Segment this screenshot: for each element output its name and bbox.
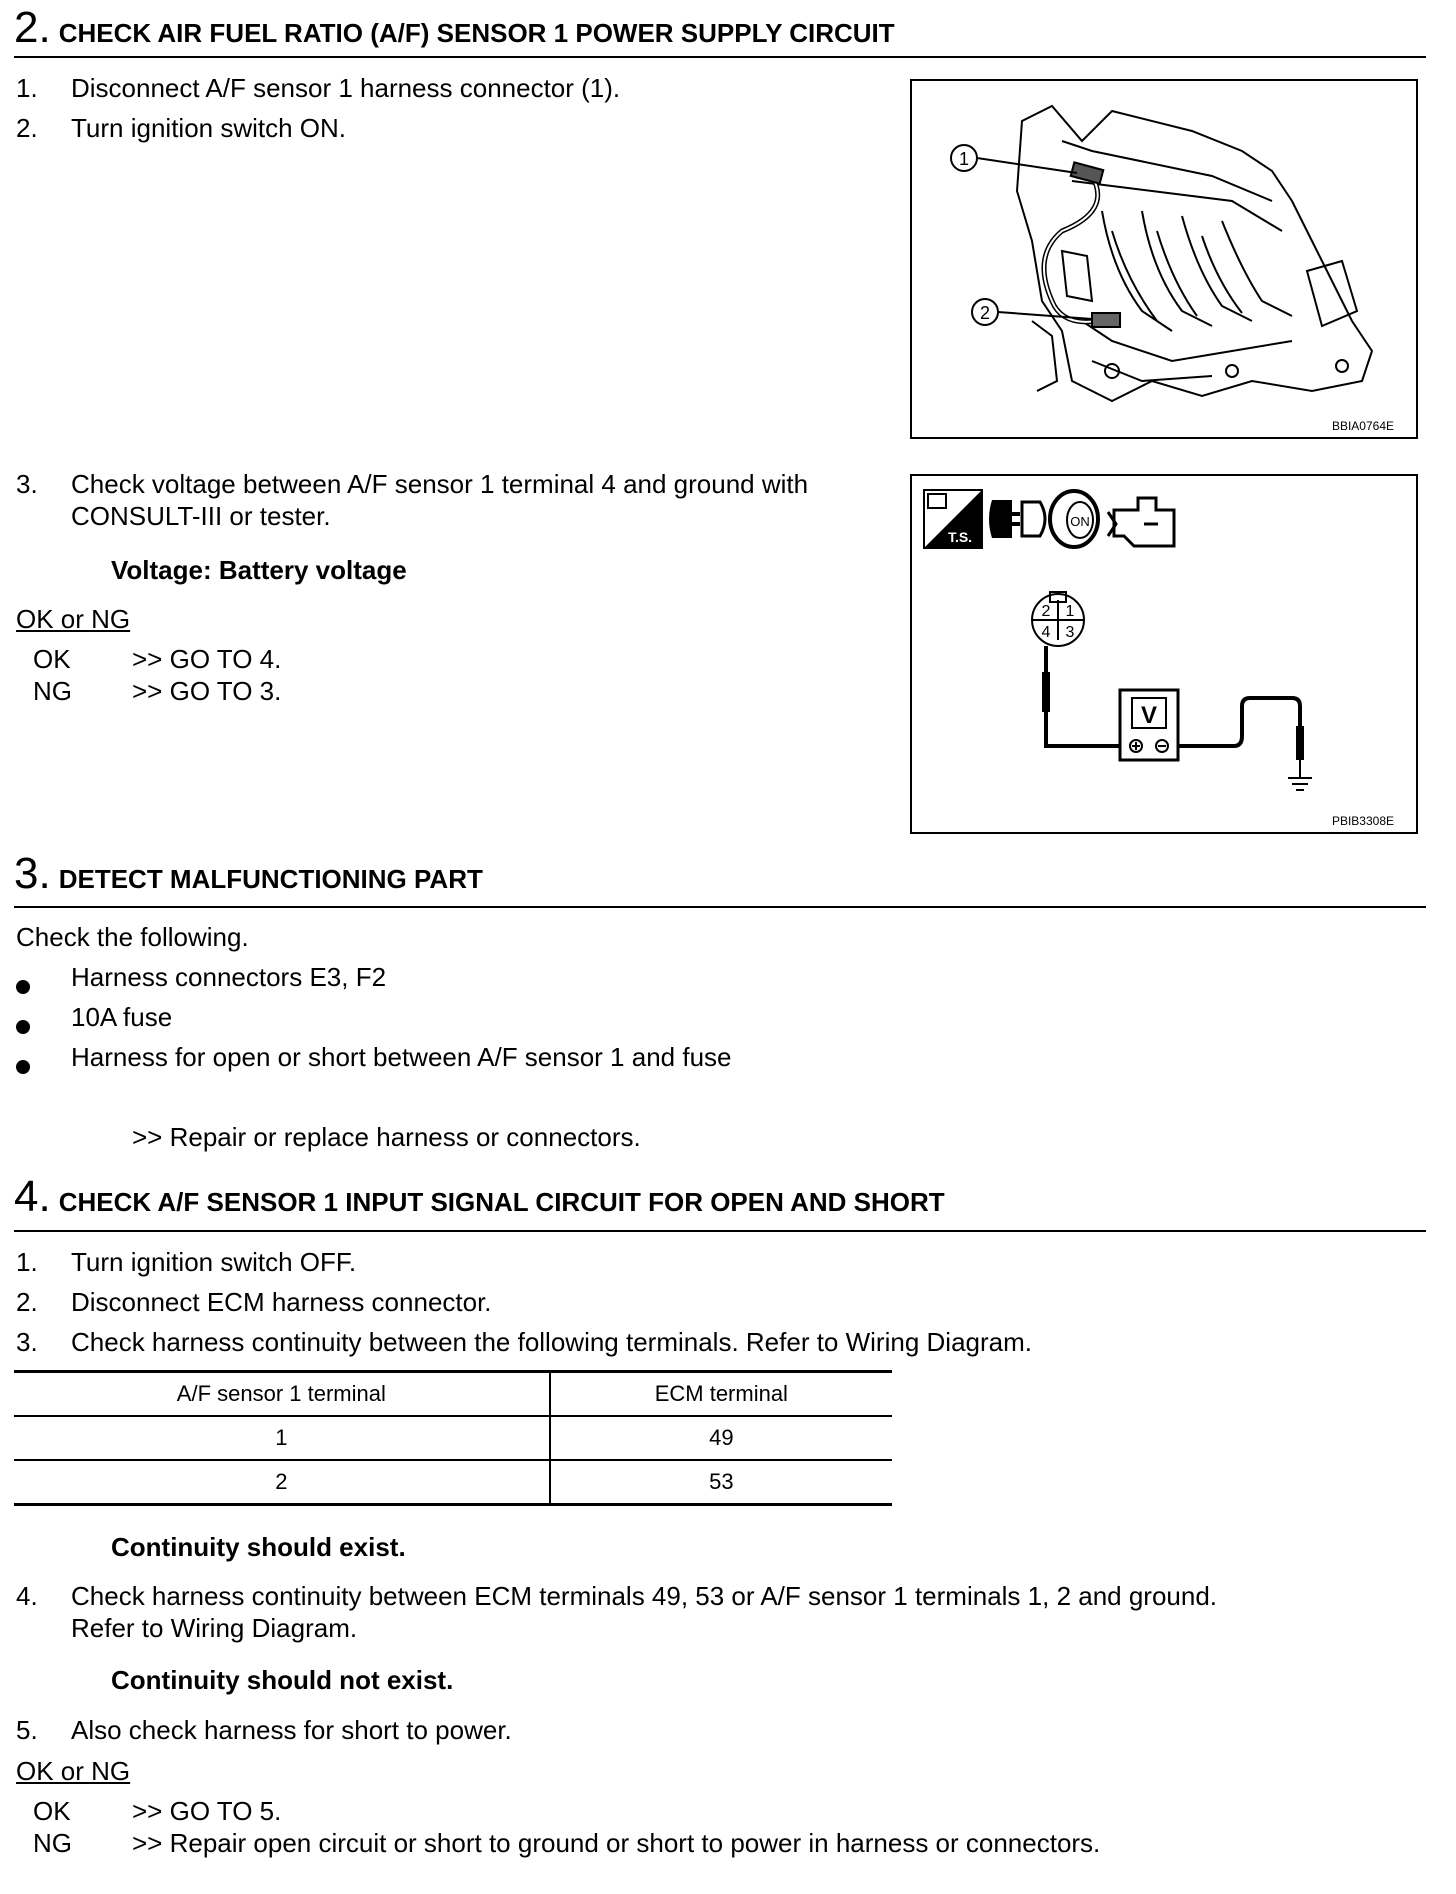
ground-icon <box>1288 760 1312 790</box>
voltage-check-drawing <box>912 476 1416 832</box>
step-4-item-3-text: Check harness continuity between the following terminals. Refer to Wiring Diagram. <box>71 1327 1032 1357</box>
step-2-ng-link[interactable]: >> GO TO 3. <box>132 676 282 706</box>
pin-3: 3 <box>1065 624 1075 641</box>
step-2-number: 2. <box>14 3 51 52</box>
sensor-location-figure <box>910 79 1418 439</box>
step-2-item-1-text: Disconnect A/F sensor 1 harness connector (1). <box>71 73 621 103</box>
callout-2-label: 2 <box>979 303 991 323</box>
table-header-ecm: ECM terminal <box>550 1372 892 1417</box>
step-4-ng-link[interactable]: >> Repair open circuit or short to ground or short to power in harness or connectors. <box>132 1828 1101 1858</box>
ts-label: T.S. <box>947 529 973 545</box>
step-4-item-1-text: Turn ignition switch OFF. <box>71 1247 357 1277</box>
step-4-item-4-text-cont: Refer to Wiring Diagram. <box>71 1613 358 1643</box>
meter-label: V <box>1140 702 1158 729</box>
step-2-ok-label: OK <box>33 644 71 674</box>
step-2-heading <box>14 3 895 52</box>
bullet-icon <box>16 1020 30 1034</box>
ignition-on-icon <box>1050 491 1098 547</box>
ts-icon <box>924 490 982 548</box>
step-4-ng-label: NG <box>33 1828 72 1858</box>
step-2-ok-or-ng: OK or NG <box>16 604 131 634</box>
step-2-ng-label: NG <box>33 676 72 706</box>
step-3-bullet-2: 10A fuse <box>71 1002 173 1032</box>
step-4-item-1-number: 1. <box>16 1247 38 1277</box>
voltage-spec: Voltage: Battery voltage <box>111 555 407 585</box>
step-4-item-5-number: 5. <box>16 1715 38 1745</box>
figure-2-code: PBIB3308E <box>1331 814 1394 828</box>
step-3-number: 3. <box>14 849 51 898</box>
step-2-ok-link[interactable]: >> GO TO 4. <box>132 644 282 674</box>
on-label: ON <box>1070 514 1090 529</box>
continuity-table <box>14 1370 892 1506</box>
table-cell: 53 <box>550 1460 892 1505</box>
step-2-item-2-text: Turn ignition switch ON. <box>71 113 347 143</box>
pin-4: 4 <box>1041 624 1051 641</box>
step-3-action-link[interactable]: >> Repair or replace harness or connectors. <box>132 1122 641 1152</box>
table-header-row <box>14 1372 892 1417</box>
pin-2: 2 <box>1041 603 1051 620</box>
step-3-heading <box>14 849 483 898</box>
step-4-item-3-number: 3. <box>16 1327 38 1357</box>
step-3-bullet-1: Harness connectors E3, F2 <box>71 962 387 992</box>
step-4-heading <box>14 1172 945 1221</box>
step-4-item-4-text: Check harness continuity between ECM terminals 49, 53 or A/F sensor 1 terminals 1, 2 and ground. <box>71 1581 1218 1611</box>
step-4-item-2-text: Disconnect ECM harness connector. <box>71 1287 492 1317</box>
table-cell: 1 <box>14 1416 550 1460</box>
table-header-sensor: A/F sensor 1 terminal <box>14 1372 550 1417</box>
step-4-number: 4. <box>14 1172 51 1221</box>
connector-icon <box>989 500 1045 538</box>
step-2-title: CHECK AIR FUEL RATIO (A/F) SENSOR 1 POWER SUPPLY CIRCUIT <box>58 18 895 48</box>
bullet-icon <box>16 980 30 994</box>
sensor-connector <box>1032 592 1084 646</box>
step-3-bullet-3: Harness for open or short between A/F sensor 1 and fuse <box>71 1042 732 1072</box>
step-4-item-2-number: 2. <box>16 1287 38 1317</box>
step-4-ok-label: OK <box>33 1796 71 1826</box>
table-row <box>14 1460 892 1505</box>
engine-icon <box>1108 498 1174 546</box>
figure-1-code: BBIA0764E <box>1331 419 1394 433</box>
engine-manifold-drawing <box>912 81 1416 437</box>
table-cell: 2 <box>14 1460 550 1505</box>
step-2-item-1-number: 1. <box>16 73 38 103</box>
voltmeter-icon <box>1120 690 1178 760</box>
step-2-item-3-number: 3. <box>16 469 38 499</box>
step-4-ok-link[interactable]: >> GO TO 5. <box>132 1796 282 1826</box>
step-3-intro: Check the following. <box>16 922 249 952</box>
step-4-title: CHECK A/F SENSOR 1 INPUT SIGNAL CIRCUIT FOR OPEN AND SHORT <box>58 1187 945 1217</box>
callout-1-label: 1 <box>958 149 970 169</box>
step-2-item-3-text-cont: CONSULT-III or tester. <box>71 501 331 531</box>
step-2-item-2-number: 2. <box>16 113 38 143</box>
bullet-icon <box>16 1060 30 1074</box>
table-row <box>14 1416 892 1460</box>
step-2-rule <box>14 56 1426 58</box>
pin-1: 1 <box>1065 603 1075 620</box>
step-4-item-4-number: 4. <box>16 1581 38 1611</box>
continuity-not-exist-spec: Continuity should not exist. <box>111 1665 454 1695</box>
step-4-rule <box>14 1230 1426 1232</box>
continuity-exist-spec: Continuity should exist. <box>111 1532 406 1562</box>
step-4-item-5-text: Also check harness for short to power. <box>71 1715 512 1745</box>
table-cell: 49 <box>550 1416 892 1460</box>
step-2-item-3-text: Check voltage between A/F sensor 1 terminal 4 and ground with <box>71 469 809 499</box>
step-3-title: DETECT MALFUNCTIONING PART <box>58 864 483 894</box>
step-3-rule <box>14 906 1426 908</box>
step-4-ok-or-ng: OK or NG <box>16 1756 131 1786</box>
voltage-check-figure <box>910 474 1418 834</box>
